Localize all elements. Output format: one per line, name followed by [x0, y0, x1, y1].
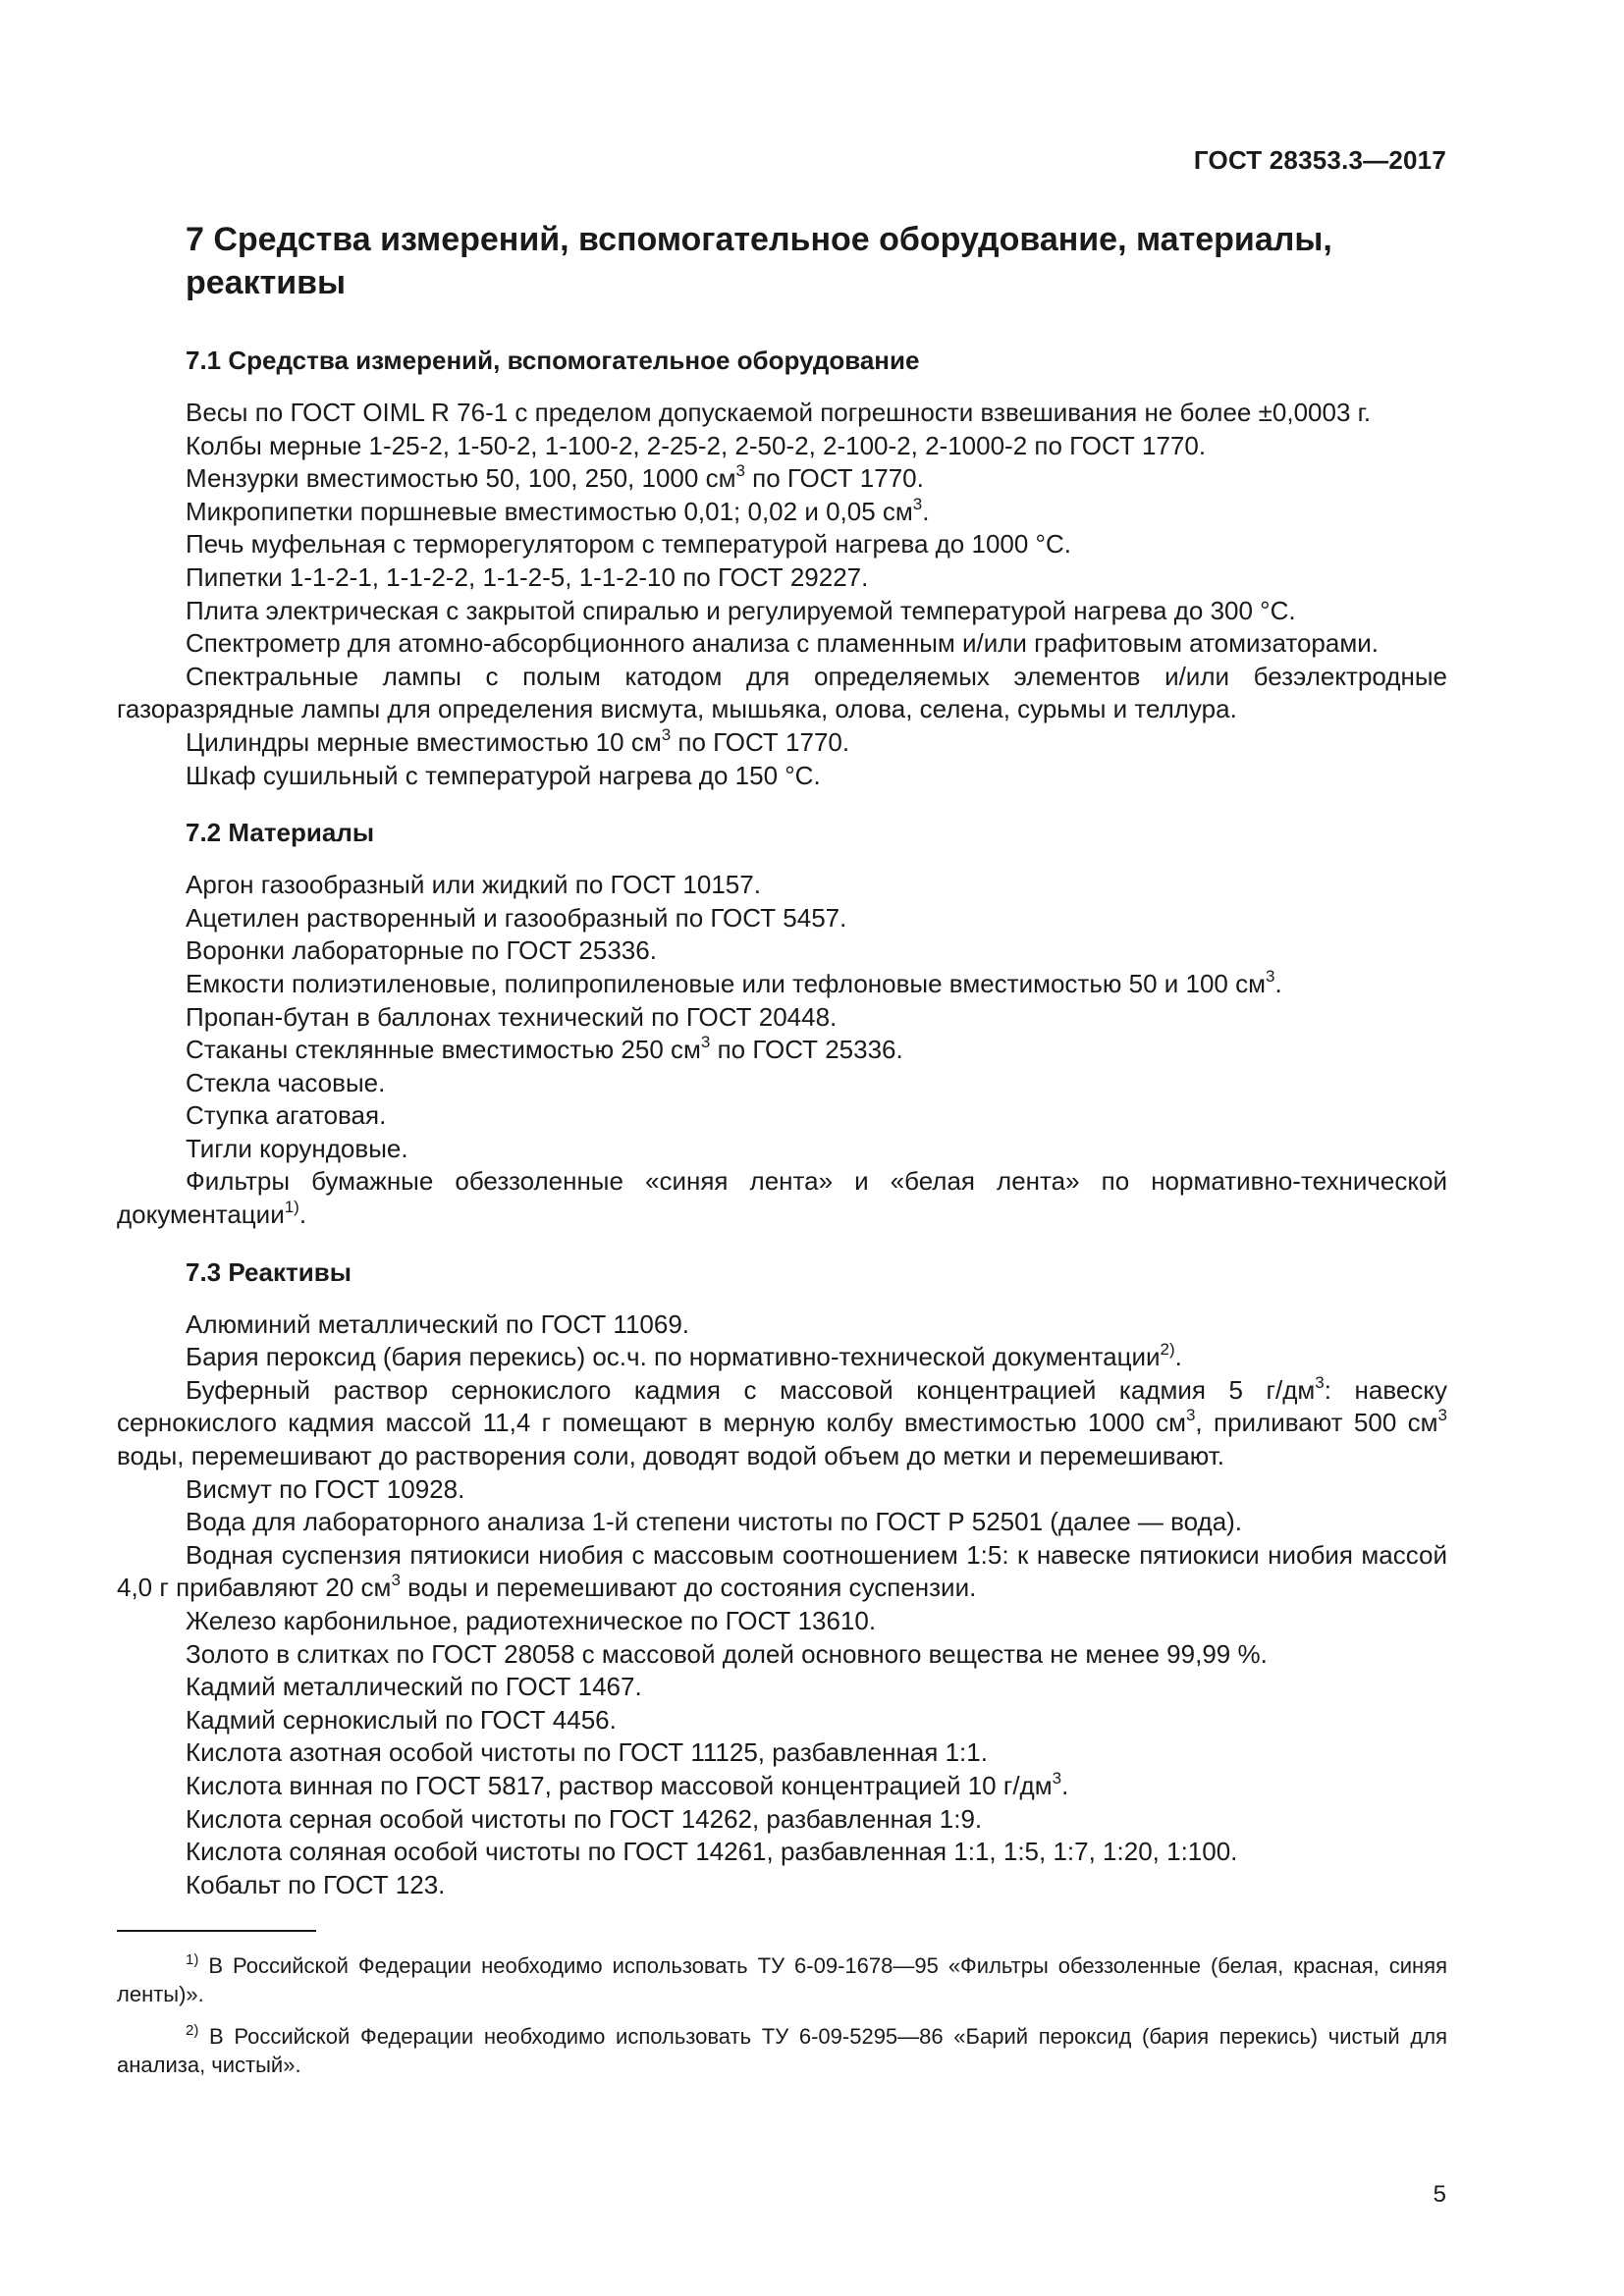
paragraph: Водная суспензия пятиокиси ниобия с массовым соотношением 1:5: к навеске пятиокиси ниобия массой 4,0 г прибавляют 20 $см^3$ воды и перемешивают до состояния суспензии. — [117, 1539, 1447, 1603]
paragraph: Фильтры бумажные обеззоленные «синяя лента» и «белая лента» по нормативно-технической документации$^{1)}$. — [117, 1166, 1447, 1230]
paragraph: Тигли корундовые. — [186, 1133, 408, 1163]
paragraph: Плита электрическая с закрытой спиралью и регулируемой температурой нагрева до 300 °С. — [186, 595, 1296, 625]
footnotes — [117, 1951, 1447, 2093]
footnote-divider — [117, 1930, 316, 1932]
section-3 — [117, 1255, 1447, 1902]
paragraph: Кислота соляная особой чистоты по ГОСТ 14261, разбавленная 1:1, 1:5, 1:7, 1:20, 1:100. — [186, 1837, 1238, 1867]
page-number: 5 — [1433, 2181, 1446, 2208]
paragraph: Мензурки вместимостью 50, 100, 250, 1000 $см^3$ по ГОСТ 1770. — [186, 461, 924, 494]
paragraph: Пипетки 1-1-2-1, 1-1-2-2, 1-1-2-5, 1-1-2-10 по ГОСТ 29227. — [186, 561, 869, 592]
paragraph: Железо карбонильное, радиотехническое по ГОСТ 13610. — [186, 1606, 877, 1635]
paragraph: Ацетилен растворенный и газообразный по ГОСТ 5457. — [186, 902, 847, 933]
footnote-text: В Российской Федерации необходимо использовать ТУ 6-09-5295—86 «Барий пероксид (бария перекись) чистый для анализа, чистый». — [117, 2024, 1447, 2077]
paragraph: Воронки лабораторные по ГОСТ 25336. — [186, 935, 657, 966]
paragraph: Алюминий металлический по ГОСТ 11069. — [186, 1308, 690, 1339]
paragraph: Печь муфельная с терморегулятором с температурой нагрева до 1000 °С. — [186, 529, 1071, 560]
paragraph: Кадмий металлический по ГОСТ 1467. — [186, 1672, 642, 1702]
footnote-mark: 2) — [186, 2022, 199, 2039]
paragraph: Кадмий сернокислый по ГОСТ 4456. — [186, 1704, 617, 1735]
paragraph: Ступка агатовая. — [186, 1100, 387, 1131]
paragraph: Бария пероксид (бария перекись) ос.ч. по нормативно-технической документации$^{2)}$. — [186, 1340, 1182, 1372]
paragraph: Весы по ГОСТ OIML R 76-1 с пределом допускаемой погрешности взвешивания не более ±0,0003 г. — [186, 398, 1372, 427]
section-title: 7 Средства измерений, вспомогательное оборудование, материалы, реактивы — [186, 221, 1332, 301]
document-code: ГОСТ 28353.3—2017 — [1193, 145, 1446, 175]
page-content — [117, 218, 1447, 1925]
paragraph: Спектральные лампы с полым катодом для определяемых элементов и/или безэлектродные газоразрядные лампы для определения висмута, мышьяка, олова, селена, сурьмы и теллура. — [117, 661, 1447, 724]
paragraph: Микропипетки поршневые вместимостью 0,01; 0,02 и 0,05 $см^3$. — [186, 494, 930, 526]
paragraph: Кислота винная по ГОСТ 5817, раствор массовой концентрацией 10 $г/дм^3$. — [186, 1768, 1069, 1800]
footnote-2 — [117, 2022, 1447, 2079]
paragraph: Кислота азотная особой чистоты по ГОСТ 11125, разбавленная 1:1. — [186, 1737, 988, 1768]
section-heading: 7.3 Реактивы — [186, 1256, 352, 1287]
footnote-1 — [117, 1951, 1447, 2008]
paragraph: Емкости полиэтиленовые, полипропиленовые или тефлоновые вместимостью 50 и 100 $см^3$. — [186, 966, 1282, 998]
paragraph: Буферный раствор сернокислого кадмия с массовой концентрацией кадмия 5 $г/дм^3$: навеску сернокислого кадмия массой 11,4 г помещают в мерную колбу вместимостью 1000 $см^3$, приливают 500 $см^3$ воды, перемешивают до растворения соли, доводят водой объем до метки и перемешивают. — [117, 1372, 1447, 1471]
paragraph: Стекла часовые. — [186, 1067, 386, 1097]
footnote-mark: 1) — [186, 1951, 199, 1968]
section-2 — [117, 816, 1447, 1232]
paragraph: Стаканы стеклянные вместимостью 250 $см^3$ по ГОСТ 25336. — [186, 1033, 903, 1065]
paragraph: Аргон газообразный или жидкий по ГОСТ 10157. — [186, 870, 761, 900]
paragraph: Золото в слитках по ГОСТ 28058 с массовой долей основного вещества не менее 99,99 %. — [186, 1638, 1268, 1669]
paragraph: Колбы мерные 1-25-2, 1-50-2, 1-100-2, 2-25-2, 2-50-2, 2-100-2, 2-1000-2 по ГОСТ 1770. — [186, 430, 1207, 460]
section-heading: 7.2 Материалы — [186, 818, 375, 848]
paragraph: Висмут по ГОСТ 10928. — [186, 1473, 465, 1504]
paragraph: Пропан-бутан в баллонах технический по ГОСТ 20448. — [186, 1001, 838, 1032]
sections-container — [117, 344, 1447, 1901]
paragraph: Спектрометр для атомно-абсорбционного анализа с пламенным и/или графитовым атомизаторами. — [186, 628, 1379, 659]
paragraph: Кобальт по ГОСТ 123. — [186, 1869, 446, 1899]
paragraph: Цилиндры мерные вместимостью 10 $см^3$ по ГОСТ 1770. — [186, 724, 850, 757]
footnote-text: В Российской Федерации необходимо использовать ТУ 6-09-1678—95 «Фильтры обеззоленные (белая, красная, синяя ленты)». — [117, 1953, 1447, 2006]
paragraph: Кислота серная особой чистоты по ГОСТ 14262, разбавленная 1:9. — [186, 1803, 983, 1834]
section-heading: 7.1 Средства измерений, вспомогательное оборудование — [186, 346, 920, 375]
paragraph: Вода для лабораторного анализа 1-й степени чистоты по ГОСТ Р 52501 (далее — вода). — [186, 1507, 1243, 1537]
section-1 — [117, 344, 1447, 792]
paragraph: Шкаф сушильный с температурой нагрева до 150 °С. — [186, 760, 821, 790]
